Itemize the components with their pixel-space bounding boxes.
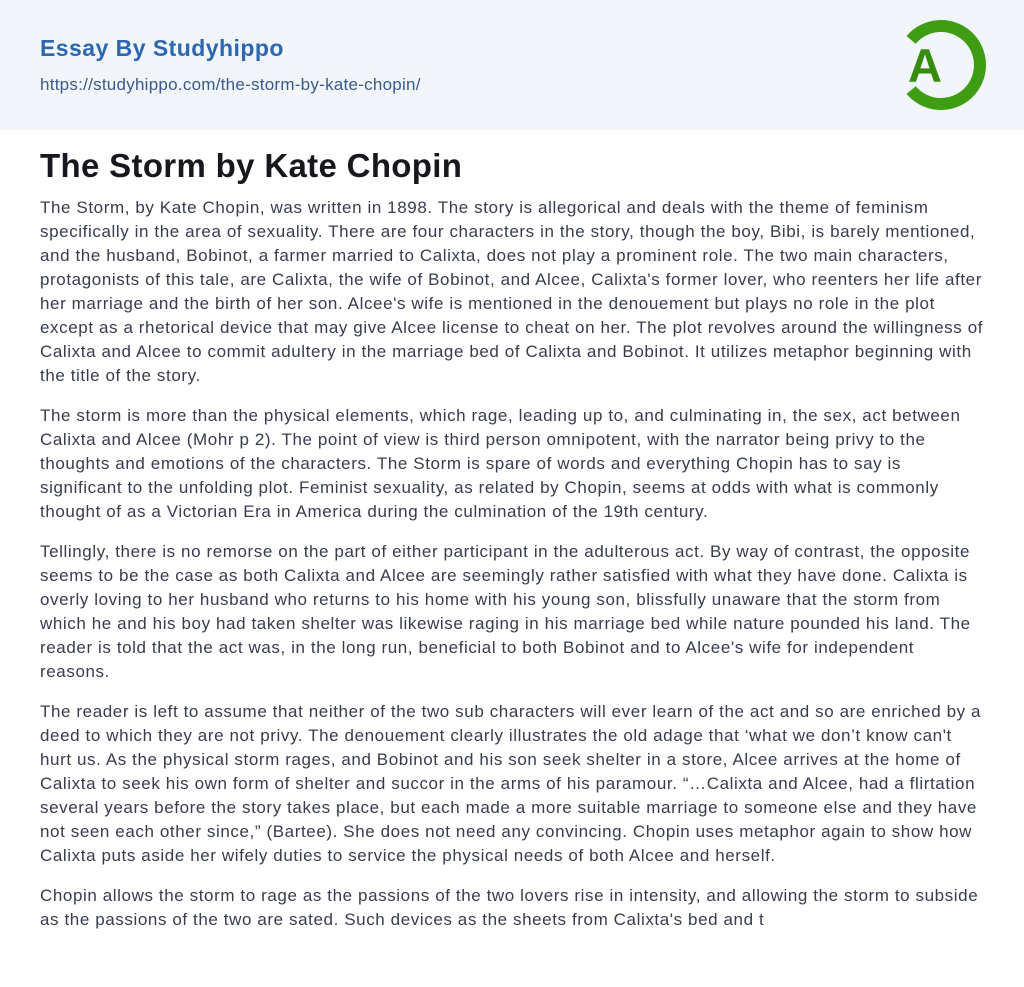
page-header xyxy=(0,0,1024,130)
essay-paragraph: Chopin allows the storm to rage as the passions of the two lovers rise in intensity, and allowing the storm to subside as the passions of the two are sated. Such devices as the sheets from Calixta's bed and t xyxy=(40,886,979,929)
page-title: The Storm by Kate Chopin xyxy=(40,147,463,184)
site-label: Essay By Studyhippo xyxy=(40,35,284,61)
essay-paragraph: The Storm, by Kate Chopin, was written in 1898. The story is allegorical and deals with the theme of feminism specifically in the area of sexuality. There are four characters in the story, though the boy, Bibi, is barely mentioned, and the husband, Bobinot, a farmer married to Calixta, does not play a prominent role. The two main characters, protagonists of this tale, are Calixta, the wife of Bobinot, and Alcee, Calixta's former lover, who reenters her life after her marriage and the birth of her son. Alcee's wife is mentioned in the denouement but plays no role in the plot except as a rhetorical device that may give Alcee license to cheat on her. The plot revolves around the willingness of Calixta and Alcee to commit adultery in the marriage bed of Calixta and Bobinot. It utilizes metaphor beginning with the title of the story. xyxy=(40,198,984,385)
essay-url-link[interactable]: https://studyhippo.com/the-storm-by-kate-chopin/ xyxy=(40,75,421,94)
essay-paragraph: The storm is more than the physical elements, which rage, leading up to, and culminating in, the sex, act between Calixta and Alcee (Mohr p 2). The point of view is third person omnipotent, with the narrator being privy to the thoughts and emotions of the characters. The Storm is spare of words and everything Chopin has to say is significant to the unfolding plot. Feminist sexuality, as related by Chopin, seems at odds with what is commonly thought of as a Victorian Era in America during the culmination of the 19th century. xyxy=(40,406,961,521)
essay-paragraph: The reader is left to assume that neither of the two sub characters will ever learn of the act and so are enriched by a deed to which they are not privy. The denouement clearly illustrates the old adage that ‘what we don’t know can't hurt us. As the physical storm rages, and Bobinot and his son seek shelter in a store, Alcee arrives at the home of Calixta to seek his own form of shelter and succor in the arms of his paramour. “…Calixta and Alcee, had a flirtation several years before the story takes place, but each made a more suitable marriage to someone else and they have not seen each other since,” (Bartee). She does not need any convincing. Chopin uses metaphor again to show how Calixta puts aside her wifely duties to service the physical needs of both Alcee and herself. xyxy=(40,702,982,865)
logo-letter: A xyxy=(908,39,942,92)
essay-body xyxy=(40,196,984,932)
essay-content xyxy=(0,130,1024,932)
header-text xyxy=(40,35,421,95)
studyhippo-logo-icon xyxy=(897,18,991,112)
essay-paragraph: Tellingly, there is no remorse on the part of either participant in the adulterous act. By way of contrast, the opposite seems to be the case as both Calixta and Alcee are seemingly rather satisfied with what they have done. Calixta is overly loving to her husband who returns to his home with his young son, blissfully unaware that the storm from which he and his boy had taken shelter was likewise raging in his marriage bed while nature pounded his land. The reader is told that the act was, in the long run, beneficial to both Bobinot and to Alcee's wife for independent reasons. xyxy=(40,542,971,681)
